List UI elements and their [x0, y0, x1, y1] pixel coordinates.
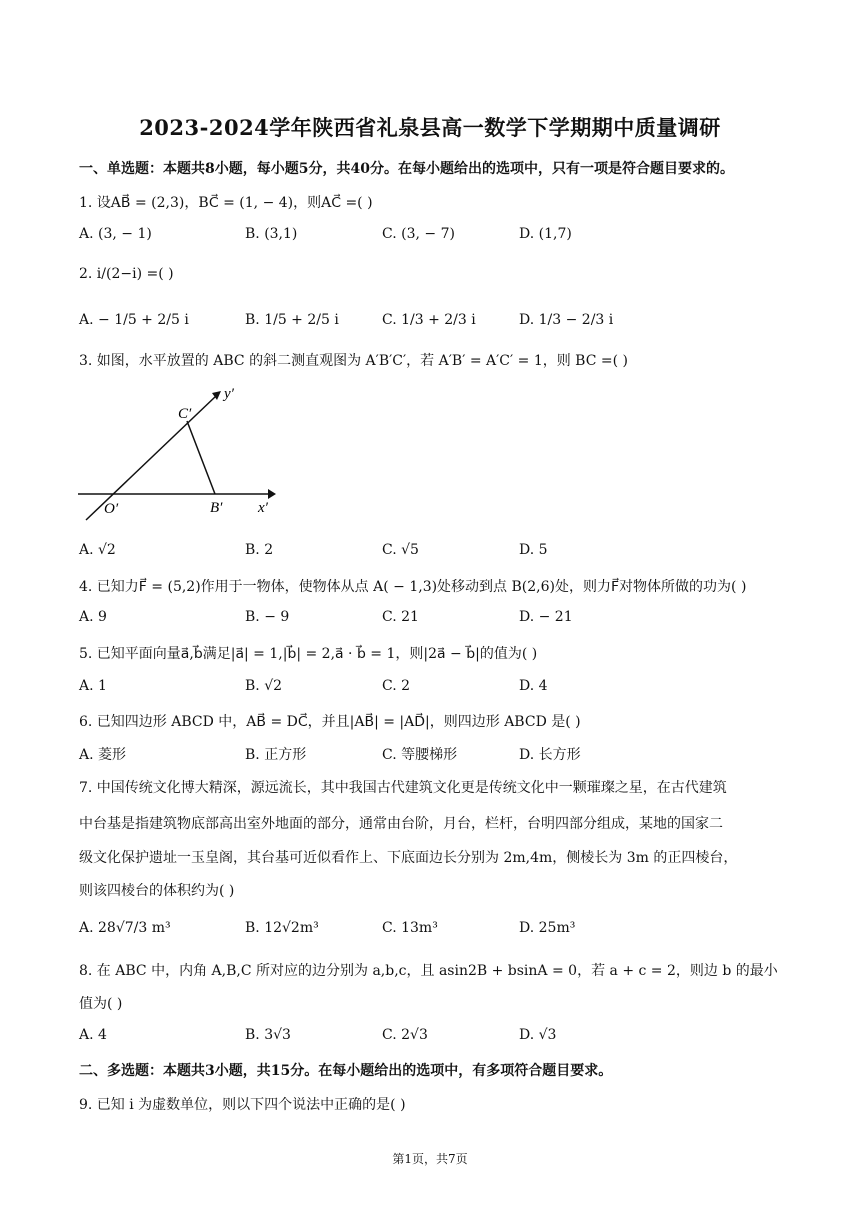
question-4-option-b: B. − 9 — [245, 609, 290, 625]
question-9-stem: 9. 已知 i 为虚数单位，则以下四个说法中正确的是( ) — [79, 1097, 406, 1113]
question-8-option-a: A. 4 — [79, 1027, 107, 1043]
question-1-option-d: D. (1,7) — [519, 226, 572, 242]
question-2-option-c: C. 1/3 + 2/3 i — [382, 312, 476, 328]
question-2-option-b: B. 1/5 + 2/5 i — [245, 312, 339, 328]
question-7-option-a: A. 28√7/3 m³ — [79, 920, 171, 936]
label-x: x′ — [258, 500, 268, 516]
question-1-option-c: C. (3, − 7) — [382, 226, 455, 242]
label-c: C′ — [178, 406, 192, 422]
segment-c-b — [187, 421, 215, 494]
label-b: B′ — [210, 500, 223, 516]
label-y: y′ — [224, 386, 234, 402]
question-2-stem: 2. i/(2−i) =( ) — [79, 266, 174, 282]
page-title: 2023-2024学年陕西省礼泉县高一数学下学期期中质量调研 — [139, 115, 721, 140]
question-3-option-d: D. 5 — [519, 542, 548, 558]
question-7-option-b: B. 12√2m³ — [245, 920, 319, 936]
section-single-choice-heading: 一、单选题：本题共8小题，每小题5分，共40分。在每小题给出的选项中，只有一项是符合题目要求的。 — [79, 161, 734, 177]
question-7-stem-line-2: 中台基是指建筑物底部高出室外地面的部分，通常由台阶，月台，栏杆，台明四部分组成，某地的国家二 — [79, 816, 723, 832]
question-3-option-b: B. 2 — [245, 542, 274, 558]
question-7-stem-line-3: 级文化保护遗址一玉皇阁，其台基可近似看作上、下底面边长分别为 2m,4m，侧棱长为 3m 的正四棱台， — [79, 850, 738, 866]
question-7-stem-line-1: 7. 中国传统文化博大精深，源远流长，其中我国古代建筑文化更是传统文化中一颗璀璨之星，在古代建筑 — [79, 780, 727, 796]
oblique-projection-figure — [76, 382, 286, 524]
question-4-option-d: D. − 21 — [519, 609, 573, 625]
question-6-option-d: D. 长方形 — [519, 747, 581, 763]
question-1-stem: 1. 设AB⃗ = (2,3)，BC⃗ = (1, − 4)，则AC⃗ =( ) — [79, 195, 373, 211]
question-5-option-b: B. √2 — [245, 678, 283, 694]
question-2-option-d: D. 1/3 − 2/3 i — [519, 312, 614, 328]
page-footer: 第1页，共7页 — [392, 1152, 468, 1166]
question-5-stem: 5. 已知平面向量a⃗,b⃗满足|a⃗| = 1,|b⃗| = 2,a⃗ · b⃗ = 1，则|2a⃗ − b⃗|的值为( ) — [79, 646, 538, 662]
question-3-option-a: A. √2 — [79, 542, 116, 558]
question-8-stem-line-2: 值为( ) — [79, 996, 123, 1012]
question-7-stem-line-4: 则该四棱台的体积约为( ) — [79, 883, 235, 899]
question-4-stem: 4. 已知力F⃗ = (5,2)作用于一物体，使物体从点 A( − 1,3)处移动到点 B(2,6)处，则力F⃗对物体所做的功为( ) — [79, 579, 747, 595]
question-3-option-c: C. √5 — [382, 542, 419, 558]
question-6-stem: 6. 已知四边形 ABCD 中，AB⃗ = DC⃗，并且|AB⃗| = |AD⃗|，则四边形 ABCD 是( ) — [79, 714, 581, 730]
question-7-option-d: D. 25m³ — [519, 920, 576, 936]
question-8-option-d: D. √3 — [519, 1027, 557, 1043]
question-5-option-d: D. 4 — [519, 678, 548, 694]
question-8-option-b: B. 3√3 — [245, 1027, 291, 1043]
question-7-option-c: C. 13m³ — [382, 920, 438, 936]
question-1-option-a: A. (3, − 1) — [79, 226, 152, 242]
question-5-option-a: A. 1 — [79, 678, 107, 694]
question-4-option-c: C. 21 — [382, 609, 419, 625]
question-1-option-b: B. (3,1) — [245, 226, 298, 242]
question-6-option-c: C. 等腰梯形 — [382, 747, 458, 763]
section-multiple-choice-heading: 二、多选题：本题共3小题，共15分。在每小题给出的选项中，有多项符合题目要求。 — [79, 1063, 613, 1079]
question-6-option-a: A. 菱形 — [79, 747, 127, 763]
question-8-option-c: C. 2√3 — [382, 1027, 428, 1043]
question-3-stem: 3. 如图，水平放置的 ABC 的斜二测直观图为 A′B′C′，若 A′B′ = A′C′ = 1，则 BC =( ) — [79, 353, 628, 369]
label-o: O′ — [104, 501, 119, 517]
question-8-stem-line-1: 8. 在 ABC 中，内角 A,B,C 所对应的边分别为 a,b,c，且 asin2B + bsinA = 0，若 a + c = 2，则边 b 的最小 — [79, 963, 778, 979]
question-5-option-c: C. 2 — [382, 678, 411, 694]
question-2-option-a: A. − 1/5 + 2/5 i — [79, 312, 189, 328]
question-4-option-a: A. 9 — [79, 609, 107, 625]
x-axis-arrow — [268, 489, 276, 499]
question-6-option-b: B. 正方形 — [245, 747, 307, 763]
